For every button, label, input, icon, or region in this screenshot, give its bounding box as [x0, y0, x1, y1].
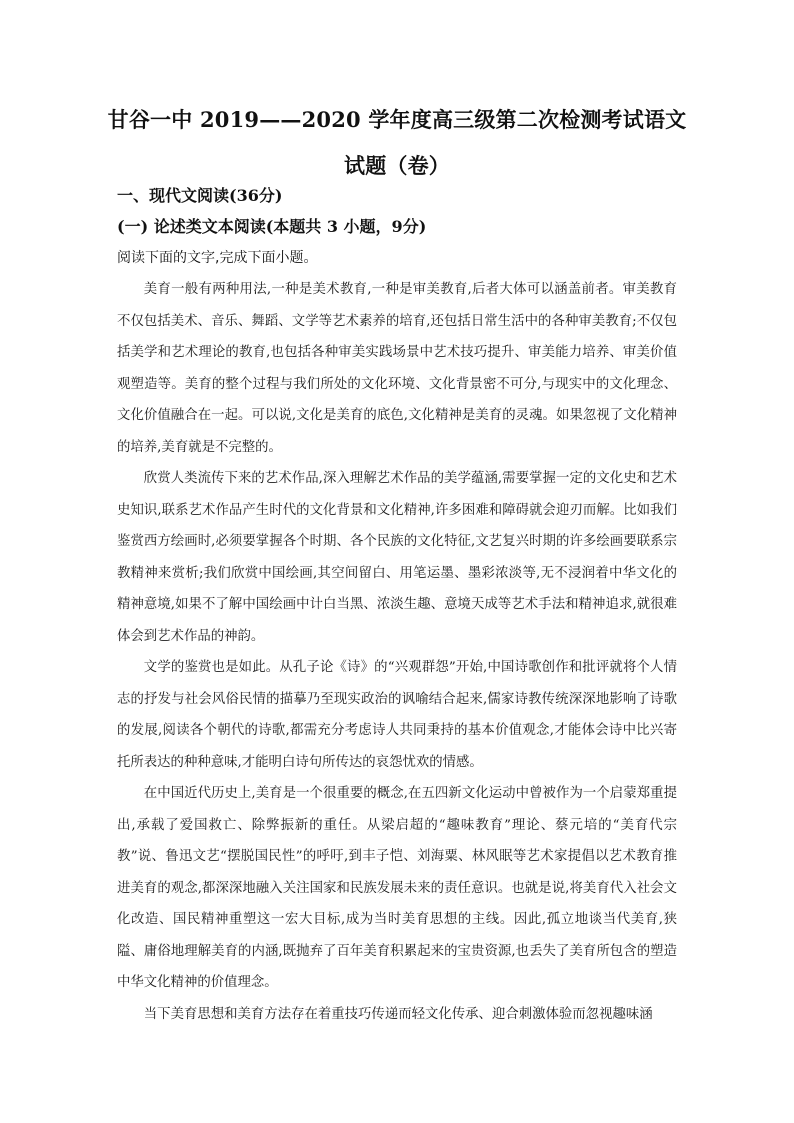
exam-title: [80, 101, 714, 185]
passage-paragraph-2: 欣赏人类流传下来的艺术作品,深入理解艺术作品的美学蕴涵,需要掌握一定的文化史和艺术史知识,联系艺术作品产生时代的文化背景和文化精神,许多困难和障碍就会迎刃而解。比如我们鉴赏西方绘画时,必须要掌握各个时期、各个民族的文化特征,文艺复兴时期的许多绘画要联系宗教精神来赏析;我们欣赏中国绘画,其空间留白、用笔运墨、墨彩浓淡等,无不浸润着中华文化的精神意境,如果不了解中国绘画中计白当黑、浓淡生趣、意境天成等艺术手法和精神追求,就很难体会到艺术作品的神韵。: [117, 471, 677, 644]
section-heading: 一、现代文阅读(36分): [117, 186, 283, 205]
exam-title-line2: 试题（卷）: [344, 153, 450, 178]
passage-body: [117, 274, 677, 1030]
passage-paragraph-3: 文学的鉴赏也是如此。从孔子论《诗》的“兴观群怨”开始,中国诗歌创作和批评就将个人情志的抒发与社会风俗民情的描摹乃至现实政治的讽喻结合起来,儒家诗教传统深深地影响了诗歌的发展,阅读各个朝代的诗歌,都需充分考虑诗人共同秉持的基本价值观念,才能体会诗中比兴寄托所表达的种种意味,才能明白诗句所传达的哀怨忧欢的情感。: [117, 660, 677, 770]
reading-instruction: 阅读下面的文字,完成下面小题。: [117, 250, 318, 266]
passage-paragraph-1: 美育一般有两种用法,一种是美术教育,一种是审美教育,后者大体可以涵盖前者。审美教育不仅包括美术、音乐、舞蹈、文学等艺术素养的培育,还包括日常生活中的各种审美教育;不仅包括美学和艺术理论的教育,也包括各种审美实践场景中艺术技巧提升、审美能力培养、审美价值观塑造等。美育的整个过程与我们所处的文化环境、文化背景密不可分,与现实中的文化理念、文化价值融合在一起。可以说,文化是美育的底色,文化精神是美育的灵魂。如果忽视了文化精神的培养,美育就是不完整的。: [117, 282, 677, 455]
subsection-heading: (一) 论述类文本阅读(本题共 3 小题，9分): [117, 217, 427, 236]
passage-paragraph-5: 当下美育思想和美育方法存在着重技巧传递而轻文化传承、迎合刺激体验而忽视趣味涵: [143, 1006, 653, 1022]
exam-title-line1: 甘谷一中 2019——2020 学年度高三级第二次检测考试语文: [107, 107, 687, 132]
passage-paragraph-4: 在中国近代历史上,美育是一个很重要的概念,在五四新文化运动中曾被作为一个启蒙郑重提出,承载了爱国救亡、除弊振新的重任。从梁启超的“趣味教育”理论、蔡元培的“美育代宗教”说、鲁迅文艺“摆脱国民性”的呼吁,到丰子恺、刘海粟、林风眠等艺术家提倡以艺术教育推进美育的观念,都深深地融入关注国家和民族发展未来的责任意识。也就是说,将美育代入社会文化改造、国民精神重塑这一宏大目标,成为当时美育思想的主线。因此,孤立地谈当代美育,狭隘、庸俗地理解美育的内涵,既抛弃了百年美育积累起来的宝贵资源,也丢失了美育所包含的塑造中华文化精神的价值理念。: [117, 786, 677, 990]
